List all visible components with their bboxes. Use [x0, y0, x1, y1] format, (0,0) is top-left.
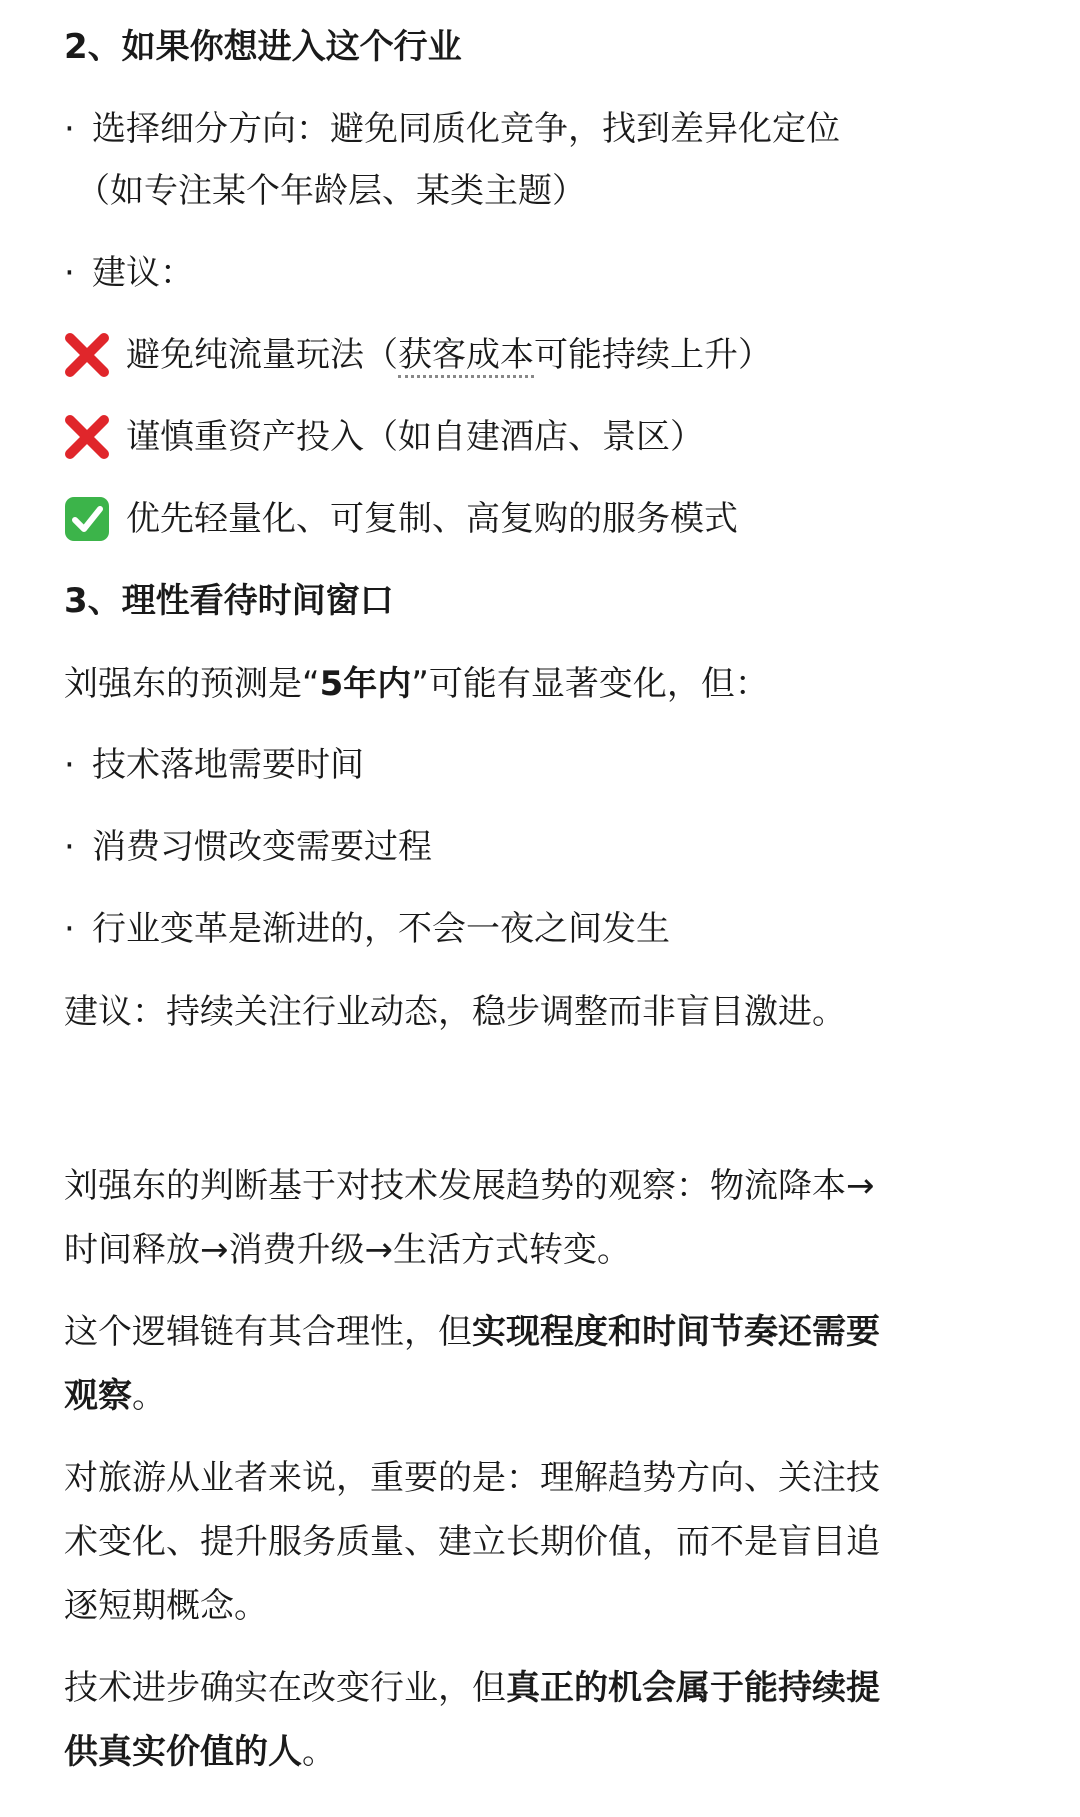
section-3-title: 3、理性看待时间窗口	[64, 581, 394, 621]
bullet-dot: ·	[64, 827, 75, 867]
section-spacer	[64, 1062, 1016, 1154]
advice-text: 谨慎重资产投入（如自建酒店、景区）	[126, 417, 704, 457]
advice-item	[64, 488, 1016, 550]
bold-emphasis: 5年内	[319, 664, 412, 704]
check-mark-icon	[64, 496, 110, 542]
bullet-dot: ·	[64, 745, 75, 785]
bullet-item	[64, 734, 1016, 796]
bold-emphasis: 真正的机会属于能持续提	[506, 1668, 880, 1708]
bullet-text: 消费习惯改变需要过程	[92, 827, 432, 867]
bold-emphasis: 观察	[64, 1376, 132, 1416]
bullet-item	[64, 898, 1016, 960]
advice-text: 避免纯流量玩法（获客成本可能持续上升）	[126, 324, 772, 386]
cross-mark-icon	[64, 332, 110, 378]
suggestion-paragraph: 建议：持续关注行业动态，稳步调整而非盲目激进。	[64, 992, 846, 1032]
conclusion-paragraph-4: 技术进步确实在改变行业，但真正的机会属于能持续提 供真实价值的人。	[64, 1668, 880, 1772]
bullet-text: 行业变革是渐进的，不会一夜之间发生	[92, 909, 670, 949]
intro-paragraph: 刘强东的预测是“5年内”可能有显著变化，但：	[64, 664, 769, 704]
dotted-term: 获客成本	[398, 335, 534, 378]
section-2-title: 2、如果你想进入这个行业	[64, 27, 462, 67]
conclusion-paragraph-3: 对旅游从业者来说，重要的是：理解趋势方向、关注技 术变化、提升服务质量、建立长期价值，而不是盲目追 逐短期概念。	[64, 1458, 880, 1626]
cross-mark-icon	[64, 414, 110, 460]
advice-item	[64, 324, 1016, 386]
advice-text: 优先轻量化、可复制、高复购的服务模式	[126, 499, 738, 539]
bullet-text: 技术落地需要时间	[92, 745, 364, 785]
bullet-dot: ·	[64, 253, 75, 293]
bullet-dot: ·	[64, 109, 75, 149]
conclusion-paragraph-2: 这个逻辑链有其合理性，但实现程度和时间节奏还需要 观察。	[64, 1312, 880, 1416]
bullet-text: 选择细分方向：避免同质化竞争，找到差异化定位 （如专注某个年龄层、某类主题）	[76, 109, 840, 211]
bullet-dot: ·	[64, 909, 75, 949]
bold-emphasis: 实现程度和时间节奏还需要	[472, 1312, 880, 1352]
bold-emphasis: 供真实价值的人	[64, 1732, 302, 1772]
conclusion-paragraph-1: 刘强东的判断基于对技术发展趋势的观察：物流降本→ 时间释放→消费升级→生活方式转变。	[64, 1166, 875, 1270]
bullet-text: 建议：	[92, 253, 194, 293]
bullet-item	[64, 98, 1016, 222]
bullet-item	[64, 816, 1016, 878]
bullet-item	[64, 242, 1016, 304]
advice-item	[64, 406, 1016, 468]
